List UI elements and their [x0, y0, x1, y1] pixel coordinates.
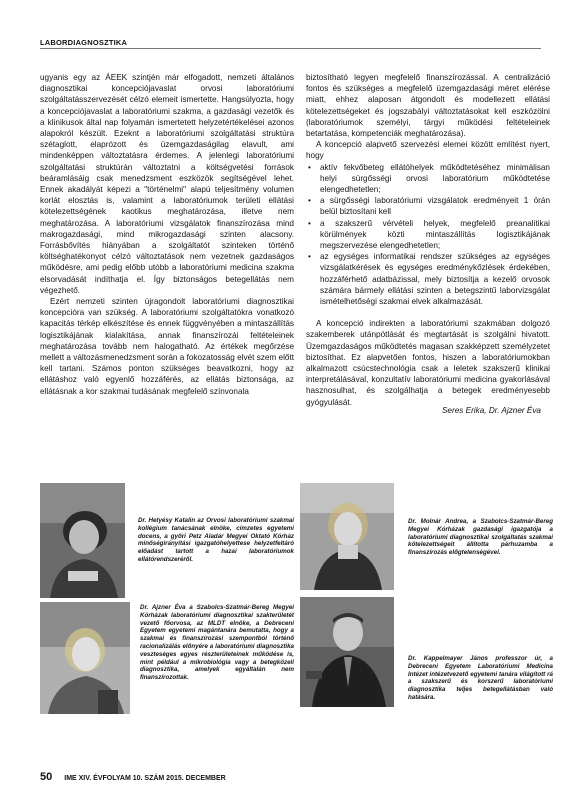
speaker-photo — [40, 602, 130, 714]
list-item: • az egységes informatikai rendszer szükséges az egységes vizsgálatkérések és egységes eredménykőzlések érdekében, hozzáférhető adatbázissal, mely biztosítja a kezelő orvosok számára bármely ellátási szinten a betegszintű laborvizsgálat ismételhetőségi szakmai elvek alkalmazását. — [320, 251, 550, 307]
left-text-column — [40, 72, 294, 397]
page-number: 50 — [40, 771, 53, 783]
header-rule — [40, 48, 541, 49]
body-paragraph: A koncepció alapvető szervezési elemei között említést nyert, hogy — [306, 140, 550, 161]
list-item: • aktív fekvőbeteg ellátóhelyek működtetéséhez minimálisan helyi sürgősségi orvosi laboratórium működtetése elengedhetetlen; — [320, 162, 550, 196]
body-paragraph: biztosítható legyen megfelelő finanszírozással. A centralizáció fontos és szükséges a megfelelő üzemgazdasági méret elérése miatt, ehhez alaposan átgondolt és modellezett ellátási kötelezettségeket és jogszabályi változtatásokat kell eszközölni (laboratóriumok személyi, tárgyi működési feltételeinek betartatása, kompetenciák meghatározása). — [306, 73, 550, 139]
body-paragraph: ugyanis egy az ÁEEK szintjén már elfogadott, nemzeti általános diagnosztikai koncepciójavaslat orvosi laboratóriumi szolgáltatásszervezését célzó elemeit ismertette. Hangsúlyozta, hogy a koncepciójavaslat a laboratóriumi szakma, a gazdasági vezetők és a klinikusok által nap folyamán ismertetett helyzetértékelései azonos alapokról készült. Ezeknt a laboratóriumi szolgáltatási struktúra szétaglott, elaprózott és üzemgazdaságilag elavult, ami mindenképpen változtatásra érdemes. A jelenlegi laboratóriumi szolgáltatási struktúrán változtatni a költségvetési források beáramlásáig csak menedzsment eszközök segítségével lehet. Ennek akadályát képezi a "történelmi" alapú teljesítmény volumen korlát elosztás is, valamint a laboratóriumok területi ellátási kötelezettségének kaotikus meghatározása, illetve nem meghatározása. A laboratóriumi vizsgálatok finanszírozása mind makrogazdasági, mind mikrogazdasági szinten alacsony. Forrásbővítés hiányában a szolgáltatót szinteken történő költséghatékonyot célzó változtatások nem vezetnek gazdaságos működésre, ami pedig előbb utóbb a laboratóriumi medicina szakma elsorvadását indíthatja el. Így biztonságos betegellátás nem végezhető. — [40, 73, 294, 295]
list-item: • a szakszerű vérvételi helyek, megfelelő preanalitikai körülmények közti mintaszállítás logisztikájának megszervezése elengedhetetlen; — [320, 218, 550, 252]
photo-caption: Dr. Kappelmayer János professzor úr, a Debreceni Egyetem Laboratóriumi Medicina Intézet intézetvezető egyetemi tanára világított rá a szakszerű és korszerű laboratóriumi diagnosztika teljes betegellátásban való hatására. — [408, 655, 553, 701]
journal-issue: IME XIV. ÉVFOLYAM 10. SZÁM 2015. DECEMBER — [64, 775, 226, 782]
list-item: • a sürgősségi laboratóriumi vizsgálatok eredményeit 1 órán belül biztosítani kell — [320, 195, 550, 217]
photo-caption: Dr. Hetyésy Katalin az Orvosi laboratóriumi szakmai kollégium tanácsának elnöke, címzetes egyetemi docens, a győri Petz Aladár Megyei Oktató Kórház minőségirányítási igazgatóhelyettese helyzetfeltáró előadást tartott a hazai laboratóriumok ellátórendszeréről. — [138, 517, 294, 563]
section-label: LABORDIAGNOSZTIKA — [40, 38, 128, 47]
photo-caption: Dr. Molnár Andrea, a Szabolcs-Szatmár-Bereg Megyei Kórházak gazdasági igazgatója a laboratóriumi diagnosztikai szolgáltatás szakmai kötelezettségeit állította párhuzamba a finanszírozás előgtelenségével. — [408, 518, 553, 557]
page-footer — [40, 771, 226, 783]
author-signature: Seres Erika, Dr. Ajzner Éva — [441, 406, 541, 415]
photo-caption: Dr. Ajzner Éva a Szabolcs-Szatmár-Bereg Megyei Kórházak laboratóriumi diagnosztikai szakterületét vezető főorvosa, az MLDT elnöke, a Debreceni Egyetem egyetemi magántanára bemutatta, hogy a szakmai és finanszírozási szempontból történő racionalizálás előnyére a laboratóriumi diagnosztika veszteséges egyes részterületeinek működése is, mint például a mikrobiológia vagy a betegközeli diagnosztika, amelyek egyáltalán nem finanszírozottak. — [140, 604, 294, 682]
speaker-photo — [40, 483, 125, 598]
body-paragraph: Ezért nemzeti szinten újragondolt laboratóriumi diagnosztikai koncepcióra van szükség. A laboratóriumi szolgáltatókra vonatkozó kapacitás térkép elkészítése és ennek függvényében a mintaszállítás logisztikájának kialakítása, annak finanszírozái feltételeinek meghatározása tovább nem halogatható. Az értékek megőrzése mellett a változásmenedzsment során a fokozatosság elvét szem előtt kell tartani. Számos ponton szükséges beavatkozni, hogy az ellátáshoz való egyenlő hozzáférés, az ellátás biztonsága, az ellátásnak a kor szakmai tudásának megfelelő színvonala — [40, 297, 294, 396]
speaker-photo — [300, 597, 394, 707]
speaker-photo — [300, 483, 394, 590]
body-paragraph: A koncepció indirekten a laboratóriumi szakmában dolgozó szakemberek utánpótlását és megtartását is szolgálni hivatott. Üzemgazdaságos működtetés magasan szakképzett személyzetet biztosíthat. Ez alapvetően fontos, hiszen a laboratóriumokban alkalmazott csúcstechnológia csak a leletek szakszerű klinikai interpretálásával, konzultatív laboratóriumi medicina gyakorlásával hasznosulhat, és szolgálhatja a betegek eredményesebb gyógyulását. — [306, 319, 550, 407]
bullet-list — [306, 162, 550, 308]
right-text-column — [306, 72, 550, 408]
